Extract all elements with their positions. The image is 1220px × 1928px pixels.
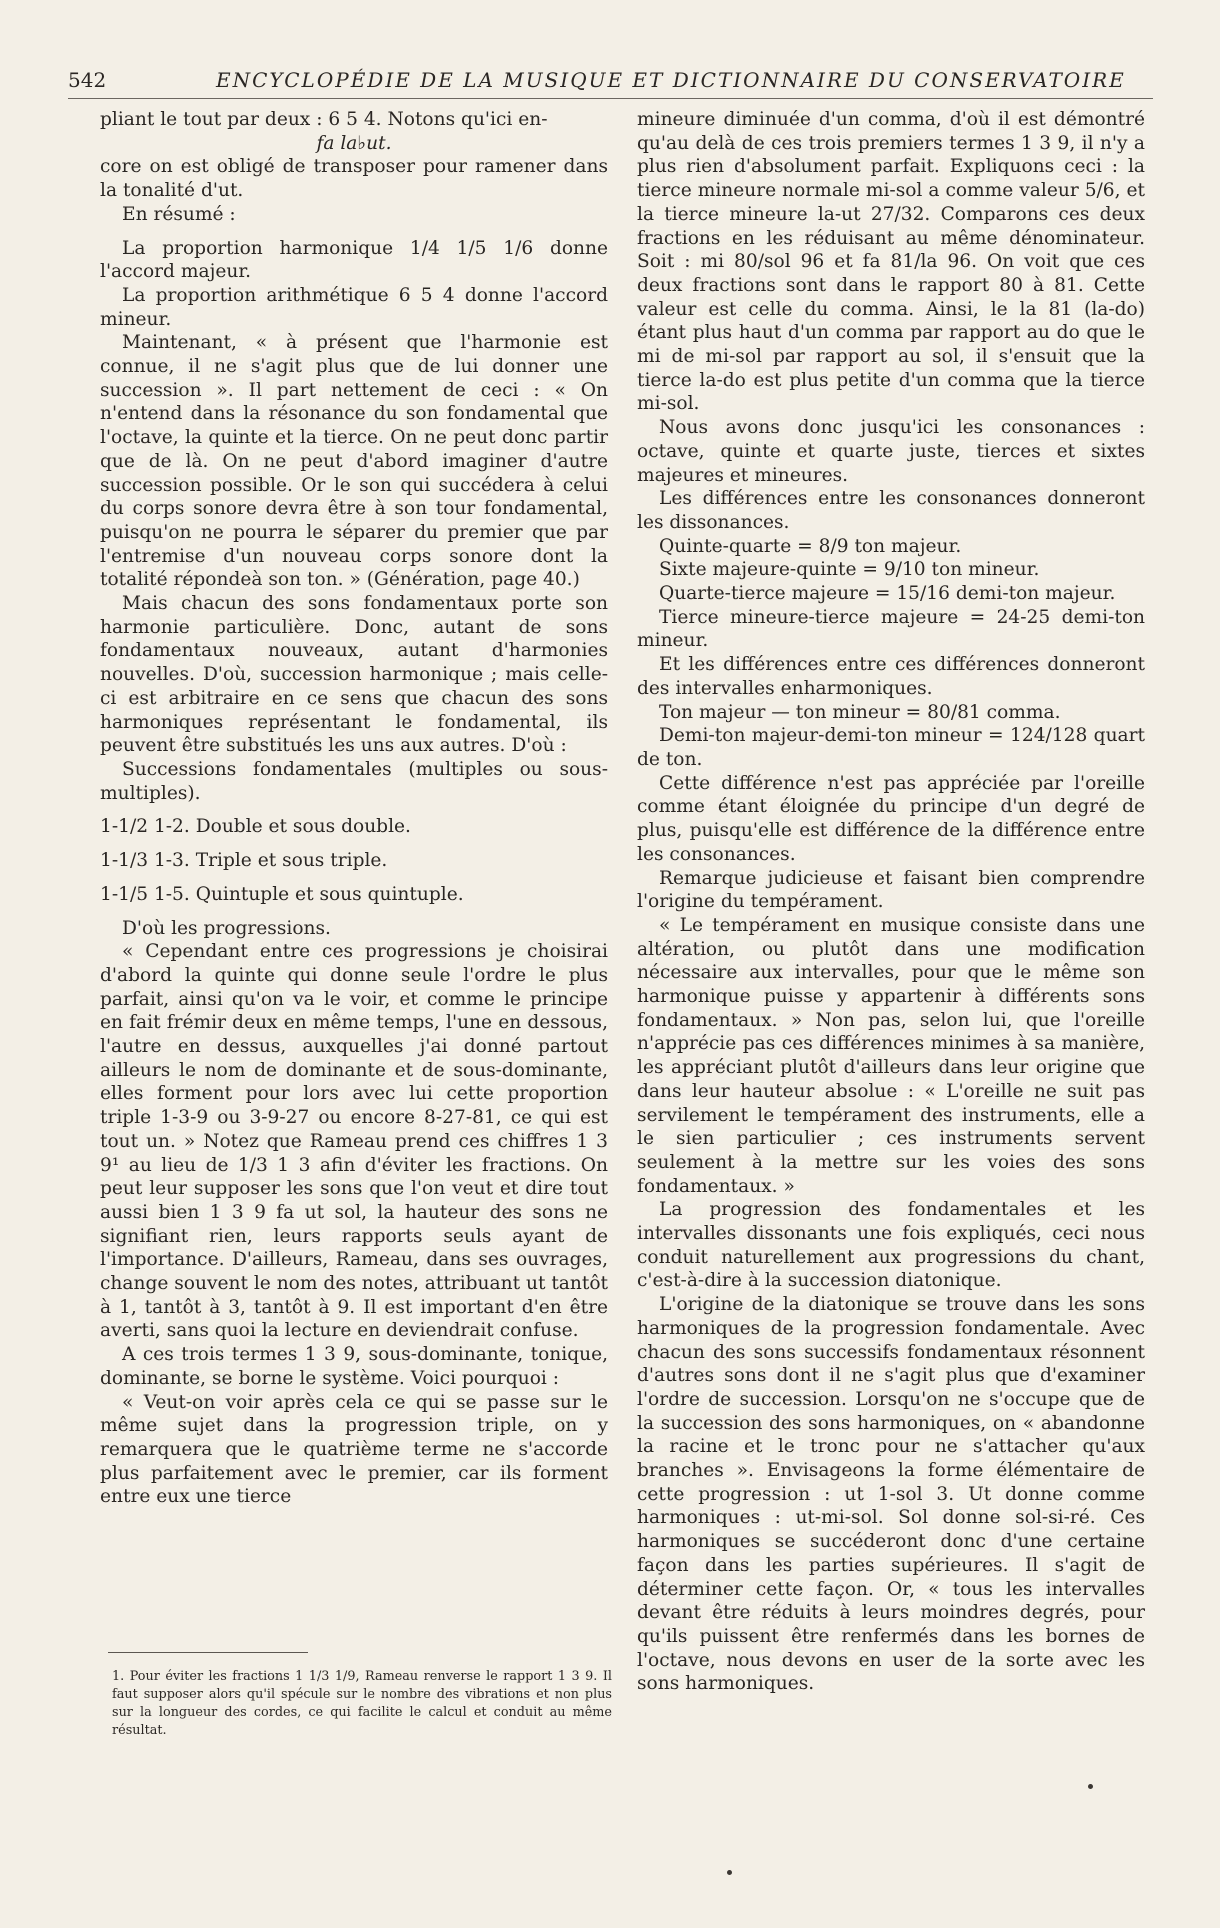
left-column — [100, 108, 608, 1509]
paragraph: Les différences entre les consonances donneront les dissonances. — [637, 488, 1145, 533]
paragraph: « Veut-on voir après cela ce qui se passe sur le même sujet dans la progression triple, on y remarquera que le quatrième terme ne s'accorde plus parfaitement avec le premier, car ils forment entre eux une tierce — [100, 1391, 608, 1508]
header-rule — [68, 98, 1153, 99]
interval-line: Quinte-quarte = 8/9 ton majeur. — [659, 535, 962, 557]
paragraph: Successions fondamentales (multiples ou sous-multiples). — [100, 758, 608, 804]
running-title: ENCYCLOPÉDIE DE LA MUSIQUE ET DICTIONNAIRE DU CONSERVATOIRE — [216, 68, 1126, 92]
progression-line: 1-1/5 1-5. Quintuple et sous quintuple. — [100, 883, 464, 905]
paragraph: mineure diminuée d'un comma, d'où il est démontré qu'au delà de ces trois premiers termes 1 3 9, il n'y a plus rien d'absolument parfait. Expliquons ceci : la tierce mineure normale mi-sol a comme valeur 5/6, et la tierce mineure la-ut 27/32. Comparons ces deux fractions en les réduisant au même dénominateur. Soit : mi 80/sol 96 et fa 81/la 96. On voit que ces deux fractions sont dans le rapport 80 à 81. Cette valeur est celle du comma. Ainsi, le la 81 (la-do) étant plus haut d'un comma par rapport au do que le mi de mi-sol par rapport au sol, il s'ensuit que la tierce la-do est plus petite d'un comma que la tierce mi-sol. — [637, 109, 1145, 415]
paragraph: core on est obligé de transposer pour ramener dans la tonalité d'ut. — [100, 156, 608, 202]
paragraph: Remarque judicieuse et faisant bien comprendre l'origine du tempérament. — [637, 867, 1145, 913]
paragraph: En résumé : — [122, 203, 236, 225]
paragraph: Nous avons donc jusqu'ici les consonances : octave, quinte et quarte juste, tierces et sixtes majeures et mineures. — [637, 417, 1145, 486]
print-speck — [1088, 1784, 1093, 1789]
footnote-rule — [108, 1652, 308, 1653]
paragraph: D'où les progressions. — [122, 917, 331, 939]
progression-line: 1-1/3 1-3. Triple et sous triple. — [100, 850, 388, 872]
footnote: 1. Pour éviter les fractions 1 1/3 1/9, Rameau renverse le rapport 1 3 9. Il faut supposer alors qu'il spécule sur le nombre des vibrations et non plus sur la longueur des cordes, ce qui facilite le calcul et conduit au même résultat. — [112, 1669, 612, 1738]
page-number: 542 — [68, 68, 107, 92]
paragraph: « Cependant entre ces progressions je choisirai d'abord la quinte qui donne seule l'ordre le plus parfait, ainsi qu'on va le voir, et comme le principe en fait frémir deux en même temps, l'une en dessous, l'autre en dessus, auxquelles j'ai donné partout ailleurs le nom de dominante et de sous-dominante, elles forment pour lors avec lui cette proportion triple 1-3-9 ou 3-9-27 ou encore 8-27-81, ce qui est tout un. » Notez que Rameau prend ces chiffres 1 3 9¹ au lieu de 1/3 1 3 afin d'éviter les fractions. On peut leur supposer les sons que l'on veut et dire tout aussi bien 1 3 9 fa ut sol, la hauteur des sons ne signifiant rien, leurs rapports seuls ayant de l'importance. D'ailleurs, Rameau, dans ses ouvrages, change souvent le nom des notes, attribuant ut tantôt à 1, tantôt à 3, tantôt à 9. Il est important d'en être averti, sans quoi la lecture en deviendrait confuse. — [100, 941, 608, 1342]
paragraph: La proportion arithmétique 6 5 4 donne l'accord mineur. — [100, 284, 608, 330]
paragraph: Mais chacun des sons fondamentaux porte son harmonie particulière. Donc, autant de sons fondamentaux nouveaux, autant d'harmonies nouvelles. D'où, succession harmonique ; mais celle-ci est arbitraire en ce sens que chacun des sons harmoniques représentant le fondamental, ils peuvent être substitués les uns aux autres. D'où : — [100, 593, 608, 757]
paragraph: Et les différences entre ces différences donneront des intervalles enharmoniques. — [637, 654, 1145, 699]
paragraph: La proportion harmonique 1/4 1/5 1/6 donne l'accord majeur. — [100, 237, 608, 283]
paragraph: Maintenant, « à présent que l'harmonie est connue, il ne s'agit plus que de lui donner une succession ». Il part nettement de ceci : « On n'entend dans la résonance du son fondamental que l'octave, la quinte et la tierce. On ne peut donc partir que de là. On ne peut d'abord imaginer d'autre succession possible. Or le son qui succédera à celui du corps sonore devra être à son tour fondamental, puisqu'on ne pourra le séparer du premier que par l'entremise d'un nouveau corps sonore dont la totalité répondeà son ton. » (Génération, page 40.) — [100, 332, 608, 591]
paragraph: « Le tempérament en musique consiste dans une altération, ou plutôt dans une modification nécessaire aux intervalles, pour que le même son harmonique puisse y appartenir à différents sons fondamentaux. » Non pas, selon lui, que l'oreille n'apprécie pas ces différences minimes à sa manière, les appréciant plutôt d'ailleurs dans leur origine que dans leur hauteur absolue : « L'oreille ne suit pas servilement le tempérament des instruments, elle a le sien particulier ; ces instruments servent seulement à la mettre sur les voies des sons fondamentaux. » — [637, 914, 1145, 1197]
print-speck — [727, 1870, 732, 1875]
paragraph: pliant le tout par deux : 6 5 4. Notons qu'ici en- — [100, 109, 548, 130]
interval-line: Sixte majeure-quinte = 9/10 ton mineur. — [659, 559, 1040, 581]
interval-line: Ton majeur — ton mineur = 80/81 comma. — [659, 701, 1061, 723]
paragraph: La progression des fondamentales et les intervalles dissonants une fois expliqués, ceci nous conduit naturellement aux progressions du chant, c'est-à-dire à la succession diatonique. — [637, 1199, 1145, 1292]
interval-line: Quarte-tierce majeure = 15/16 demi-ton majeur. — [659, 583, 1116, 605]
paragraph: L'origine de la diatonique se trouve dans les sons harmoniques de la progression fondamentale. Avec chacun des sons successifs fondamentaux résonnent d'autres sons dont il ne s'agit plus que d'examiner l'ordre de succession. Lorsqu'on ne s'occupe que de la succession des sons harmoniques, on « abandonne la racine et le tronc pour ne s'attacher qu'aux branches ». Envisageons la forme élémentaire de cette progression : ut 1-sol 3. Ut donne comme harmoniques : ut-mi-sol. Sol donne sol-si-ré. Ces harmoniques se succéderont donc d'une certaine façon dans les parties supérieures. Il s'agit de déterminer cette façon. Or, « tous les intervalles devant être réduits à leurs moindres degrés, pour qu'ils puissent être renfermés dans les bornes de l'octave, nous devons en user de la sorte avec les sons harmoniques. — [637, 1294, 1145, 1695]
interval-line: Tierce mineure-tierce majeure = 24-25 demi-ton mineur. — [637, 606, 1145, 652]
right-column — [637, 108, 1145, 1696]
interval-line: Demi-ton majeur-demi-ton mineur = 124/128 quart de ton. — [637, 725, 1145, 770]
page-header — [68, 62, 1153, 98]
note-formula: fa la♭ut. — [316, 132, 392, 154]
progression-line: 1-1/2 1-2. Double et sous double. — [100, 816, 411, 838]
paragraph: Cette différence n'est pas appréciée par l'oreille comme étant éloignée du principe d'un degré de plus, puisqu'elle est différence de la différence entre les consonances. — [637, 772, 1145, 865]
paragraph: A ces trois termes 1 3 9, sous-dominante, tonique, dominante, se borne le système. Voici pourquoi : — [100, 1344, 608, 1389]
